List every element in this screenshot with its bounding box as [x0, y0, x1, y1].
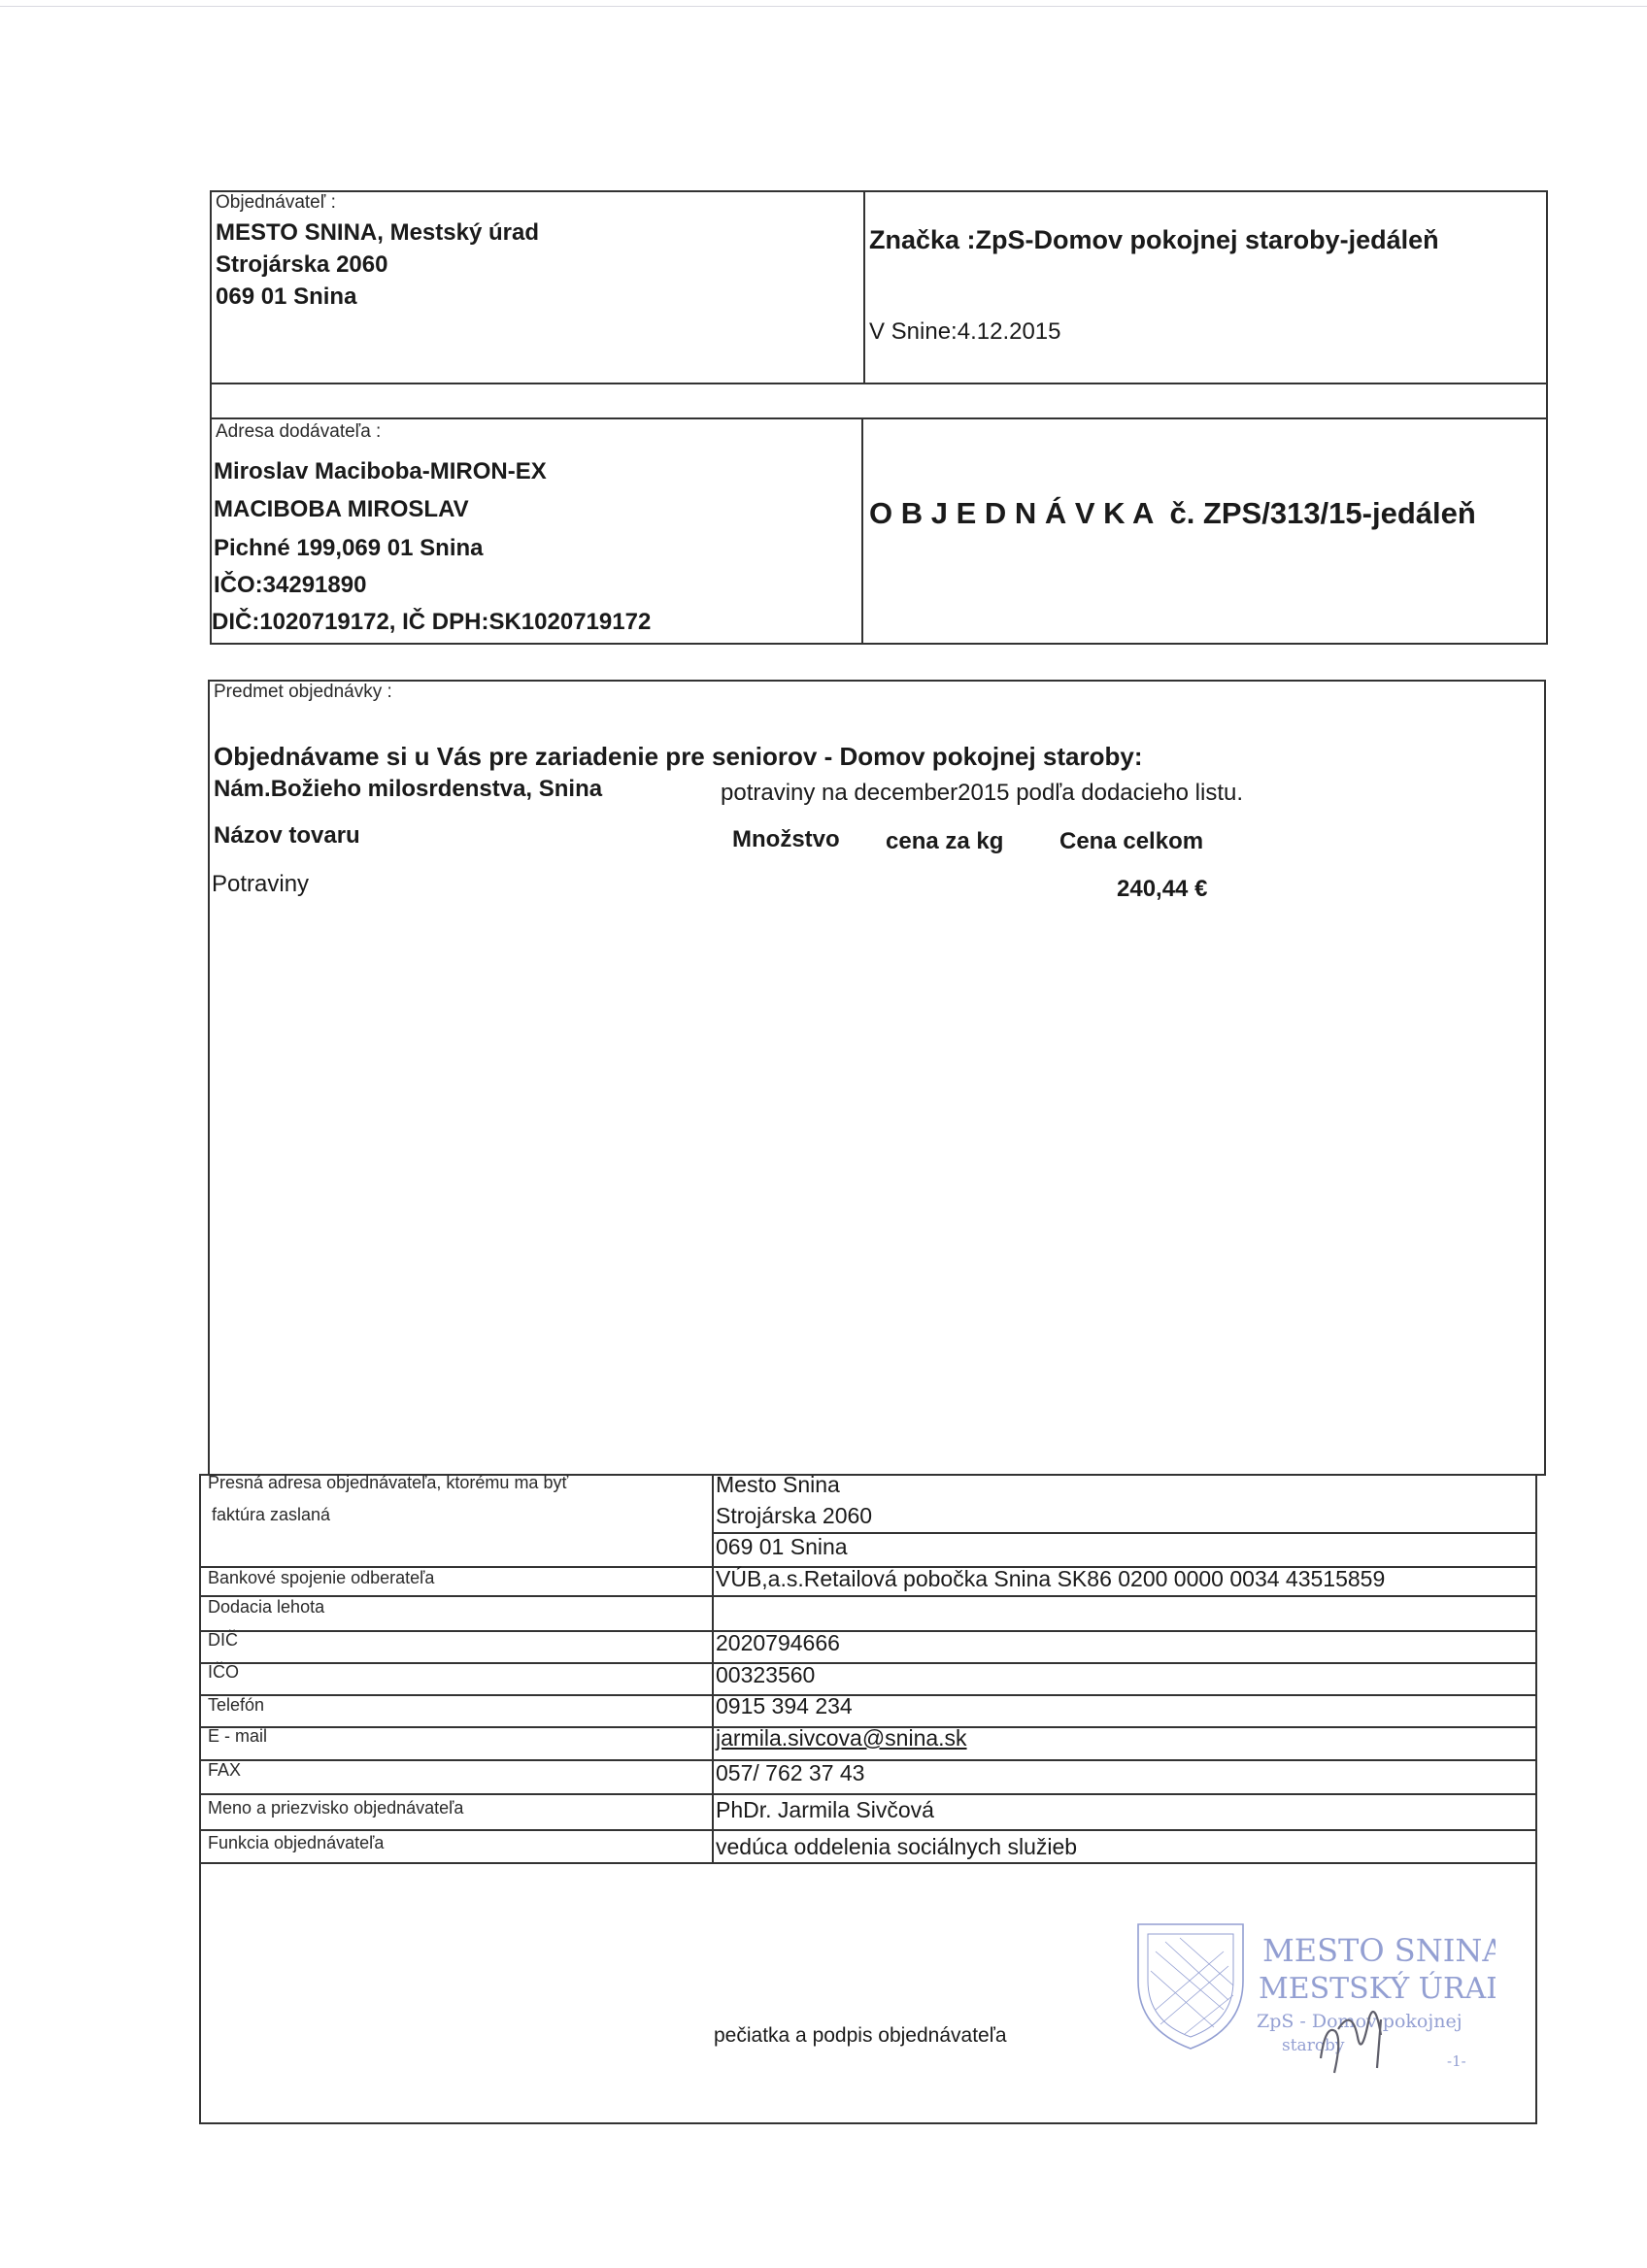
email-label: E - mail: [208, 1726, 268, 1746]
invoice-address-line2: Strojárska 2060: [716, 1503, 873, 1528]
subject-note: potraviny na december2015 podľa dodacieho listu.: [721, 780, 1244, 806]
dic-value: 2020794666: [716, 1630, 840, 1655]
col-item-header: Názov tovaru: [214, 822, 360, 849]
invoice-address-label-2: faktúra zaslaná: [212, 1505, 331, 1524]
row-rule: [199, 1793, 1537, 1795]
col-total-header: Cena celkom: [1059, 828, 1204, 854]
svg-text:ZpS - Domov pokojnej: ZpS - Domov pokojnej: [1257, 2011, 1462, 2032]
orderer-person-label: Meno a priezvisko objednávateľa: [208, 1798, 464, 1818]
bank-label: Bankové spojenie odberateľa: [208, 1568, 435, 1587]
orderer-divider: [863, 190, 865, 384]
row-rule: [199, 1759, 1537, 1761]
supplier-line1: Miroslav Maciboba-MIRON-EX: [214, 458, 547, 484]
supplier-label: Adresa dodávateľa :: [216, 421, 382, 442]
signature-label: pečiatka a podpis objednávateľa: [714, 2024, 1007, 2047]
subject-label: Predmet objednávky :: [214, 682, 392, 702]
orderer-function-label: Funkcia objednávateľa: [208, 1833, 385, 1852]
subject-address: Nám.Božieho milosrdenstva, Snina: [214, 776, 603, 802]
invoice-address-line3: 069 01 Snina: [716, 1534, 848, 1559]
orderer-city: 069 01 Snina: [216, 284, 357, 310]
row-rule: [199, 1595, 1537, 1597]
official-stamp: [1126, 1913, 1496, 2078]
row-rule: [199, 1862, 1537, 1864]
order-date: V Snine:4.12.2015: [869, 318, 1061, 345]
row-rule: [199, 1630, 1537, 1632]
phone-label: Telefón: [208, 1695, 265, 1715]
row-rule: [199, 1694, 1537, 1696]
col-qty-header: Množstvo: [732, 826, 840, 852]
orderer-street: Strojárska 2060: [216, 251, 388, 278]
invoice-address-line1: Mesto Snina: [716, 1472, 840, 1497]
row-rule: [199, 1829, 1537, 1831]
subject-intro: Objednávame si u Vás pre zariadenie pre seniorov - Domov pokojnej staroby:: [214, 742, 1143, 771]
fax-label: FAX: [208, 1760, 242, 1780]
order-title: O B J E D N Á V K A č. ZPS/313/15-jedáleň: [869, 496, 1476, 530]
orderer-label: Objednávateľ :: [216, 192, 336, 213]
supplier-line4: IČO:34291890: [214, 572, 367, 598]
svg-text:MESTO SNINA: MESTO SNINA: [1262, 1932, 1496, 1969]
orderer-name: MESTO SNINA, Mestský úrad: [216, 219, 539, 246]
item-name: Potraviny: [212, 871, 310, 897]
invoice-address-inner-rule: [712, 1532, 1537, 1534]
orderer-person-value: PhDr. Jarmila Sivčová: [716, 1797, 934, 1822]
supplier-line5: DIČ:1020719172, IČ DPH:SK1020719172: [212, 609, 652, 635]
supplier-line3: Pichné 199,069 01 Snina: [214, 535, 484, 561]
orderer-function-value: vedúca oddelenia sociálnych služieb: [716, 1834, 1078, 1859]
item-total: 240,44 €: [1117, 876, 1208, 902]
svg-text:-1-: -1-: [1447, 2052, 1466, 2070]
empty-strip: [210, 383, 1548, 419]
order-mark: Značka :ZpS-Domov pokojnej staroby-jedáleň: [869, 225, 1439, 254]
ico-label: IČO: [208, 1662, 240, 1682]
fax-value: 057/ 762 37 43: [716, 1760, 865, 1785]
col-unit-price-header: cena za kg: [886, 828, 1004, 854]
supplier-line2: MACIBOBA MIROSLAV: [214, 496, 469, 522]
ico-value: 00323560: [716, 1662, 816, 1687]
svg-text:MESTSKÝ ÚRAD: MESTSKÝ ÚRAD: [1259, 1972, 1496, 2006]
scan-edge-line: [0, 6, 1647, 7]
stamp-emblem-icon: [1126, 1913, 1496, 2078]
bank-value: VÚB,a.s.Retailová pobočka Snina SK86 0200 0000 0034 43515859: [716, 1566, 1386, 1591]
svg-text:staroby: staroby: [1282, 2036, 1345, 2055]
delivery-label: Dodacia lehota: [208, 1597, 325, 1617]
invoice-address-label-1: Presná adresa objednávateľa, ktorému ma byť: [208, 1473, 569, 1492]
row-rule: [199, 1662, 1537, 1664]
email-value[interactable]: jarmila.sivcova@snina.sk: [716, 1725, 967, 1751]
dic-label: DIČ: [208, 1630, 238, 1650]
phone-value: 0915 394 234: [716, 1693, 853, 1718]
supplier-divider: [861, 417, 863, 645]
